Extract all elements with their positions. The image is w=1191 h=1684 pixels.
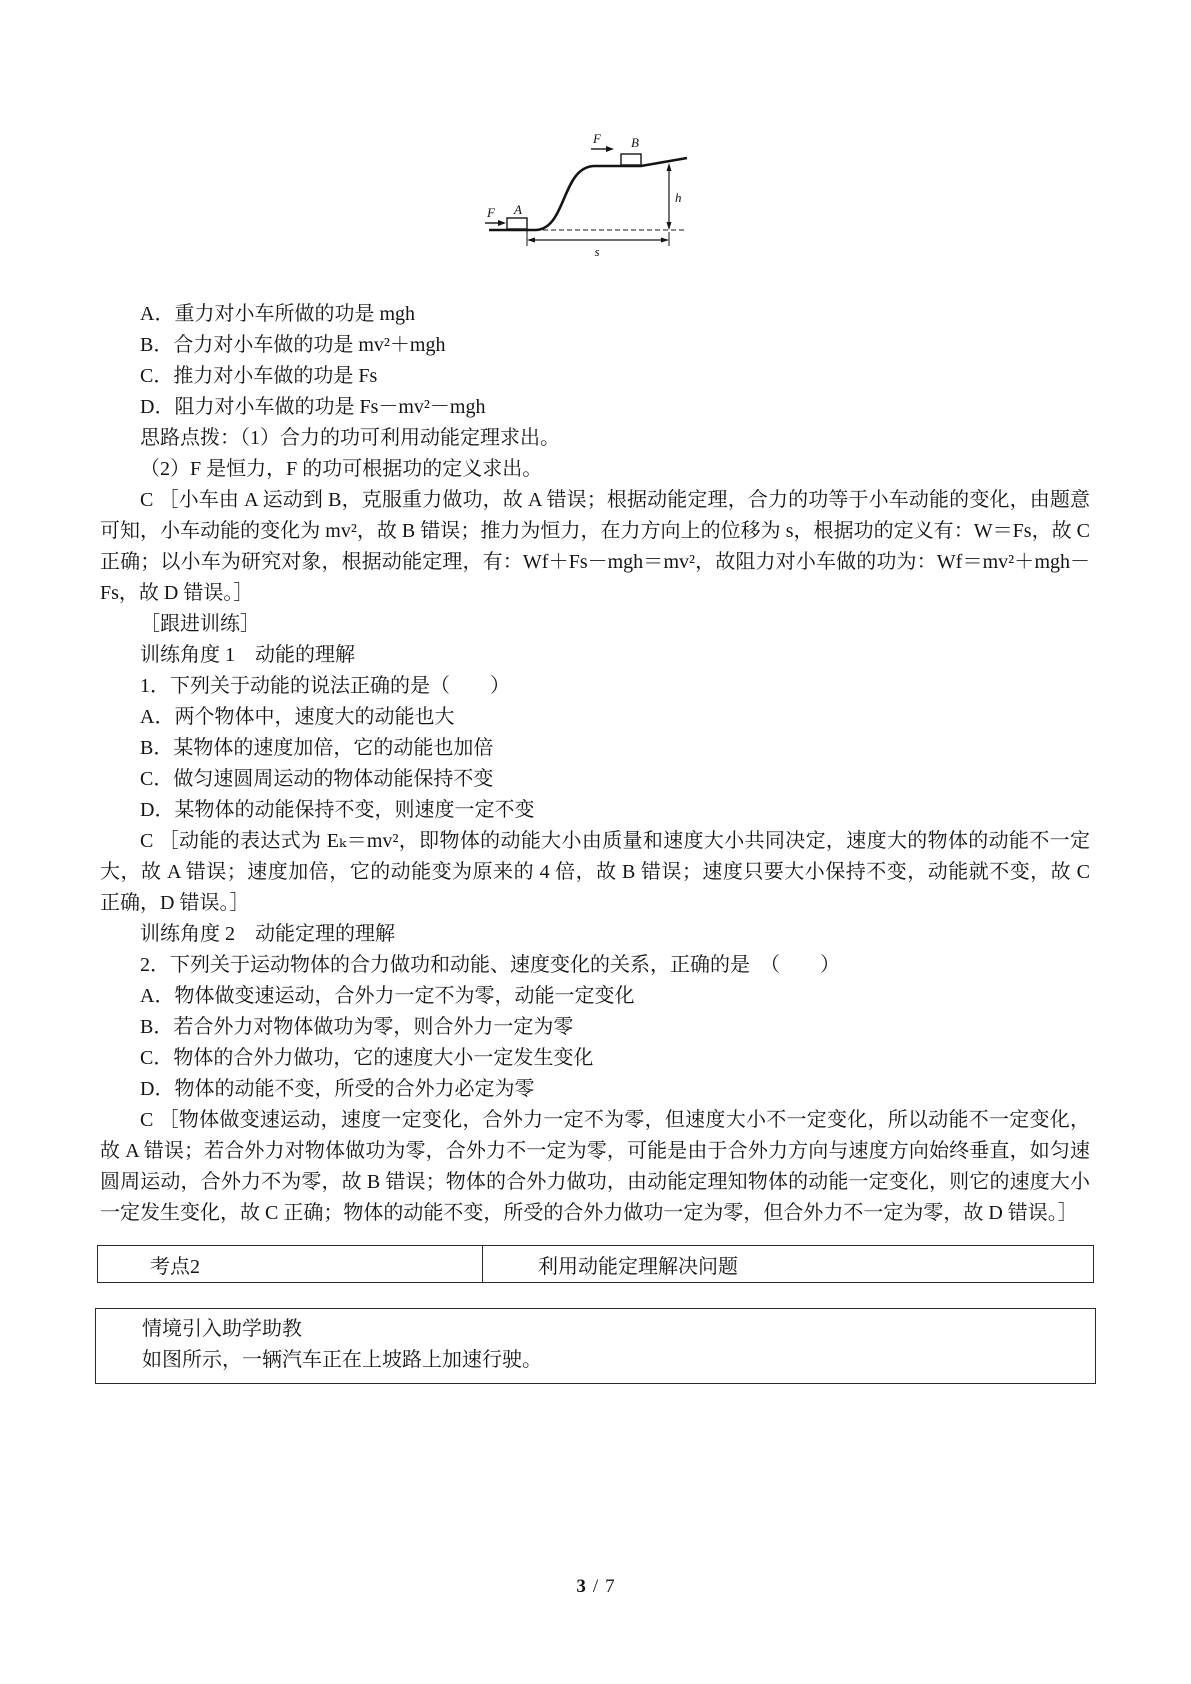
document-body — [100, 299, 1090, 1229]
height-label: h — [675, 190, 682, 205]
para-follow-up-training-header: ［跟进训练］ — [140, 613, 260, 635]
para-q2-option-a: A．物体做变速运动，合外力一定不为零，动能一定变化 — [140, 985, 635, 1007]
distance-label: s — [594, 244, 600, 259]
page-footer — [0, 1576, 1191, 1598]
block-b-label: B — [631, 135, 639, 150]
exam-point-bar — [97, 1245, 1094, 1283]
para-hint-2: （2）F 是恒力，F 的功可根据功的定义求出。 — [140, 458, 543, 480]
exam-point-title: 利用动能定理解决问题 — [538, 1255, 738, 1278]
para-q2-option-b: B．若合外力对物体做功为零，则合外力一定为零 — [140, 1016, 574, 1038]
para-answer-explanation: C ［小车由 A 运动到 B，克服重力做功，故 A 错误；根据动能定理，合力的功等于小车动能的变化，由题意可知，小车动能的变化为 mv²，故 B 错误；推力为恒力，在力方向上的位移为 s，根据功的定义有：W＝Fs，故 C 正确；以小车为研究对象，根据动能定理，有：Wf＋Fs－mgh＝mv²，故阻力对小车做的功为：Wf＝mv²＋mgh－Fs，故 D 错误。］ — [100, 489, 1090, 604]
block-a-label: A — [514, 202, 522, 217]
height-dimension — [667, 163, 682, 230]
page-number: 3 — [576, 1576, 586, 1597]
para-option-b: B．合力对小车做的功是 mv²＋mgh — [140, 334, 446, 356]
page-separator: / — [592, 1576, 599, 1597]
physics-figure — [483, 132, 693, 265]
exam-point-label: 考点2 — [98, 1246, 483, 1282]
para-q1-option-b: B．某物体的速度加倍，它的动能也加倍 — [140, 737, 494, 759]
para-q1-option-c: C．做匀速圆周运动的物体动能保持不变 — [140, 768, 494, 790]
situation-box — [95, 1308, 1096, 1384]
para-question-1: 1．下列关于动能的说法正确的是（ ） — [140, 675, 510, 697]
para-hint-1: 思路点拨：（1）合力的功可利用动能定理求出。 — [140, 427, 560, 449]
slope-figure-svg — [483, 132, 693, 260]
force-label-bottom: F — [487, 205, 495, 220]
para-training-angle-2-title: 训练角度 2 动能定理的理解 — [140, 923, 395, 945]
para-option-c: C．推力对小车做的功是 Fs — [140, 365, 378, 387]
block-a — [507, 202, 527, 229]
para-training-angle-1-title: 训练角度 1 动能的理解 — [140, 644, 355, 666]
page-total: 7 — [605, 1576, 615, 1597]
para-q2-option-d: D．物体的动能不变，所受的合外力必定为零 — [140, 1078, 535, 1100]
para-option-a: A．重力对小车所做的功是 mgh — [140, 303, 415, 325]
para-q2-option-c: C．物体的合外力做功，它的速度大小一定发生变化 — [140, 1047, 594, 1069]
para-q1-option-d: D．某物体的动能保持不变，则速度一定不变 — [140, 799, 535, 821]
block-b — [621, 135, 641, 165]
force-arrow-top — [591, 132, 614, 152]
force-arrow-bottom — [485, 205, 506, 226]
para-q1-answer-explanation: C ［动能的表达式为 Eₖ＝mv²，即物体的动能大小由质量和速度大小共同决定，速度大的物体的动能不一定大，故 A 错误；速度加倍，它的动能变为原来的 4 倍，故 B 错误；速度只要大小保持不变，动能就不变，故 C 正确，D 错误。］ — [100, 830, 1090, 914]
distance-dimension — [527, 230, 669, 259]
situation-text: 如图所示，一辆汽车正在上坡路上加速行驶。 — [142, 1349, 542, 1371]
situation-title: 情境引入助学助教 — [142, 1318, 302, 1340]
para-option-d: D．阻力对小车做的功是 Fs－mv²－mgh — [140, 396, 486, 418]
para-question-2: 2．下列关于运动物体的合力做功和动能、速度变化的关系，正确的是 （ ） — [140, 954, 840, 976]
force-label-top: F — [593, 132, 601, 146]
para-q2-answer-explanation: C ［物体做变速运动，速度一定变化，合外力一定不为零，但速度大小不一定变化，所以动能不一定变化，故 A 错误；若合外力对物体做功为零，合外力不一定为零，可能是由于合外力方向与速度方向始终垂直，如匀速圆周运动，合外力不为零，故 B 错误；物体的合外力做功，由动能定理知物体的动能一定变化，则它的速度大小一定发生变化，故 C 正确；物体的动能不变，所受的合外力做功一定为零，但合外力不一定为零，故 D 错误。］ — [100, 1109, 1090, 1224]
para-q1-option-a: A．两个物体中，速度大的动能也大 — [140, 706, 455, 728]
